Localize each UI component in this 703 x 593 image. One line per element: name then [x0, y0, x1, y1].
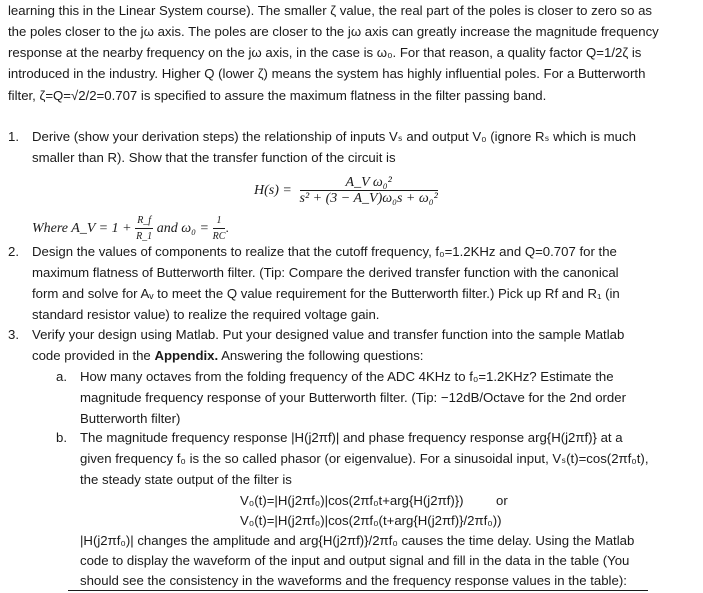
- intro-line-3: response at the nearby frequency on the jω axis, in the case is ω₀. For that reason, a quality factor Q=1/2ζ is: [8, 45, 642, 60]
- q3-line-1: Verify your design using Matlab. Put your designed value and transfer function into the sample Matlab: [32, 327, 625, 342]
- intro-line-1: learning this in the Linear System course). The smaller ζ value, the real part of the poles is closer to zero so as: [8, 3, 653, 18]
- r1-label: R_1: [136, 231, 153, 242]
- q1-line-2: smaller than R). Show that the transfer function of the circuit is: [32, 150, 396, 165]
- gain-fraction: [135, 213, 153, 244]
- intro-line-5: filter, ζ=Q=√2/2=0.707 is specified to assure the maximum flatness in the filter passing band.: [8, 88, 547, 103]
- formula-lhs: H(s) =: [254, 182, 292, 198]
- q2-line-1: Design the values of components to realize that the cutoff frequency, f₀=1.2KHz and Q=0.707 for the: [32, 244, 617, 259]
- omega-denominator: RC: [212, 231, 226, 242]
- where-line: [32, 213, 229, 244]
- appendix-ref: Appendix.: [154, 348, 219, 363]
- formula-numerator: A_V ω₀²: [300, 175, 438, 191]
- formula-denominator: s² + (3 − A_V)ω₀s + ω₀²: [299, 191, 438, 206]
- q2-number: 2.: [8, 244, 19, 259]
- q3-line-2-pre: code provided in the: [32, 348, 155, 363]
- rf-label: R_f: [135, 213, 153, 229]
- where-prefix: Where A_V = 1 +: [32, 220, 132, 236]
- q3-line-2: [32, 346, 423, 365]
- q2-line-4: standard resistor value) to realize the required voltage gain.: [32, 307, 380, 322]
- q2-line-2: maximum flatness of Butterworth filter. (Tip: Compare the derived transfer function with the canonical: [32, 265, 619, 280]
- intro-line-4: introduced in the industry. Higher Q (lower ζ) means the system has highly influential poles. For a Butterworth: [8, 66, 646, 81]
- table-top-rule: [68, 590, 648, 591]
- q3a-label: a.: [56, 369, 67, 384]
- q3b-tail-2: code to display the waveform of the input and output signal and fill in the data in the table (You: [80, 553, 630, 568]
- intro-line-2: the poles closer to the jω axis. The poles are closer to the jω axis can greatly increase the magnitude frequency: [8, 24, 659, 39]
- q2-line-3: form and solve for Aᵥ to meet the Q value requirement for the Butterworth filter.) Pick up Rf and R₁ (in: [32, 286, 620, 301]
- q3b-tail-3: should see the consistency in the waveforms and the frequency response values in the table):: [80, 573, 627, 588]
- and-omega: and ω₀ =: [156, 220, 209, 236]
- q3-line-2-post: Answering the following questions:: [218, 348, 424, 363]
- q3a-line-2: magnitude frequency response of your Butterworth filter. (Tip: −12dB/Octave for the 2nd order: [80, 390, 626, 405]
- omega-numerator: 1: [213, 213, 226, 229]
- steady-state-eq-1: V₀(t)=|H(j2πf₀)|cos(2πf₀t+arg{H(j2πf)}): [240, 493, 464, 508]
- q3a-line-3: Butterworth filter): [80, 411, 181, 426]
- q1-number: 1.: [8, 129, 19, 144]
- q3b-line-2: given frequency f₀ is the so called phasor (or eigenvalue). For a sinusoidal input, Vₛ(t)=cos(2πf₀t),: [80, 451, 649, 466]
- q3b-tail-1: |H(j2πf₀)| changes the amplitude and arg{H(j2πf)}/2πf₀ causes the time delay. Using the Matlab: [80, 533, 635, 548]
- q3b-line-3: the steady state output of the filter is: [80, 472, 292, 487]
- q3b-label: b.: [56, 430, 67, 445]
- or-label: or: [496, 493, 508, 508]
- steady-state-eq-2: V₀(t)=|H(j2πf₀)|cos(2πf₀(t+arg{H(j2πf)}/2πf₀)): [240, 513, 502, 528]
- q3b-line-1: The magnitude frequency response |H(j2πf)| and phase frequency response arg{H(j2πf)} at a: [80, 430, 623, 445]
- where-dot: .: [225, 219, 230, 235]
- transfer-function: [254, 175, 438, 206]
- omega-fraction: [213, 213, 226, 244]
- q1-line-1: Derive (show your derivation steps) the relationship of inputs Vₛ and output V₀ (ignore Rₛ which is much: [32, 129, 636, 144]
- formula-fraction: [300, 175, 438, 206]
- q3-number: 3.: [8, 327, 19, 342]
- q3a-line-1: How many octaves from the folding frequency of the ADC 4KHz to f₀=1.2KHz? Estimate the: [80, 369, 614, 384]
